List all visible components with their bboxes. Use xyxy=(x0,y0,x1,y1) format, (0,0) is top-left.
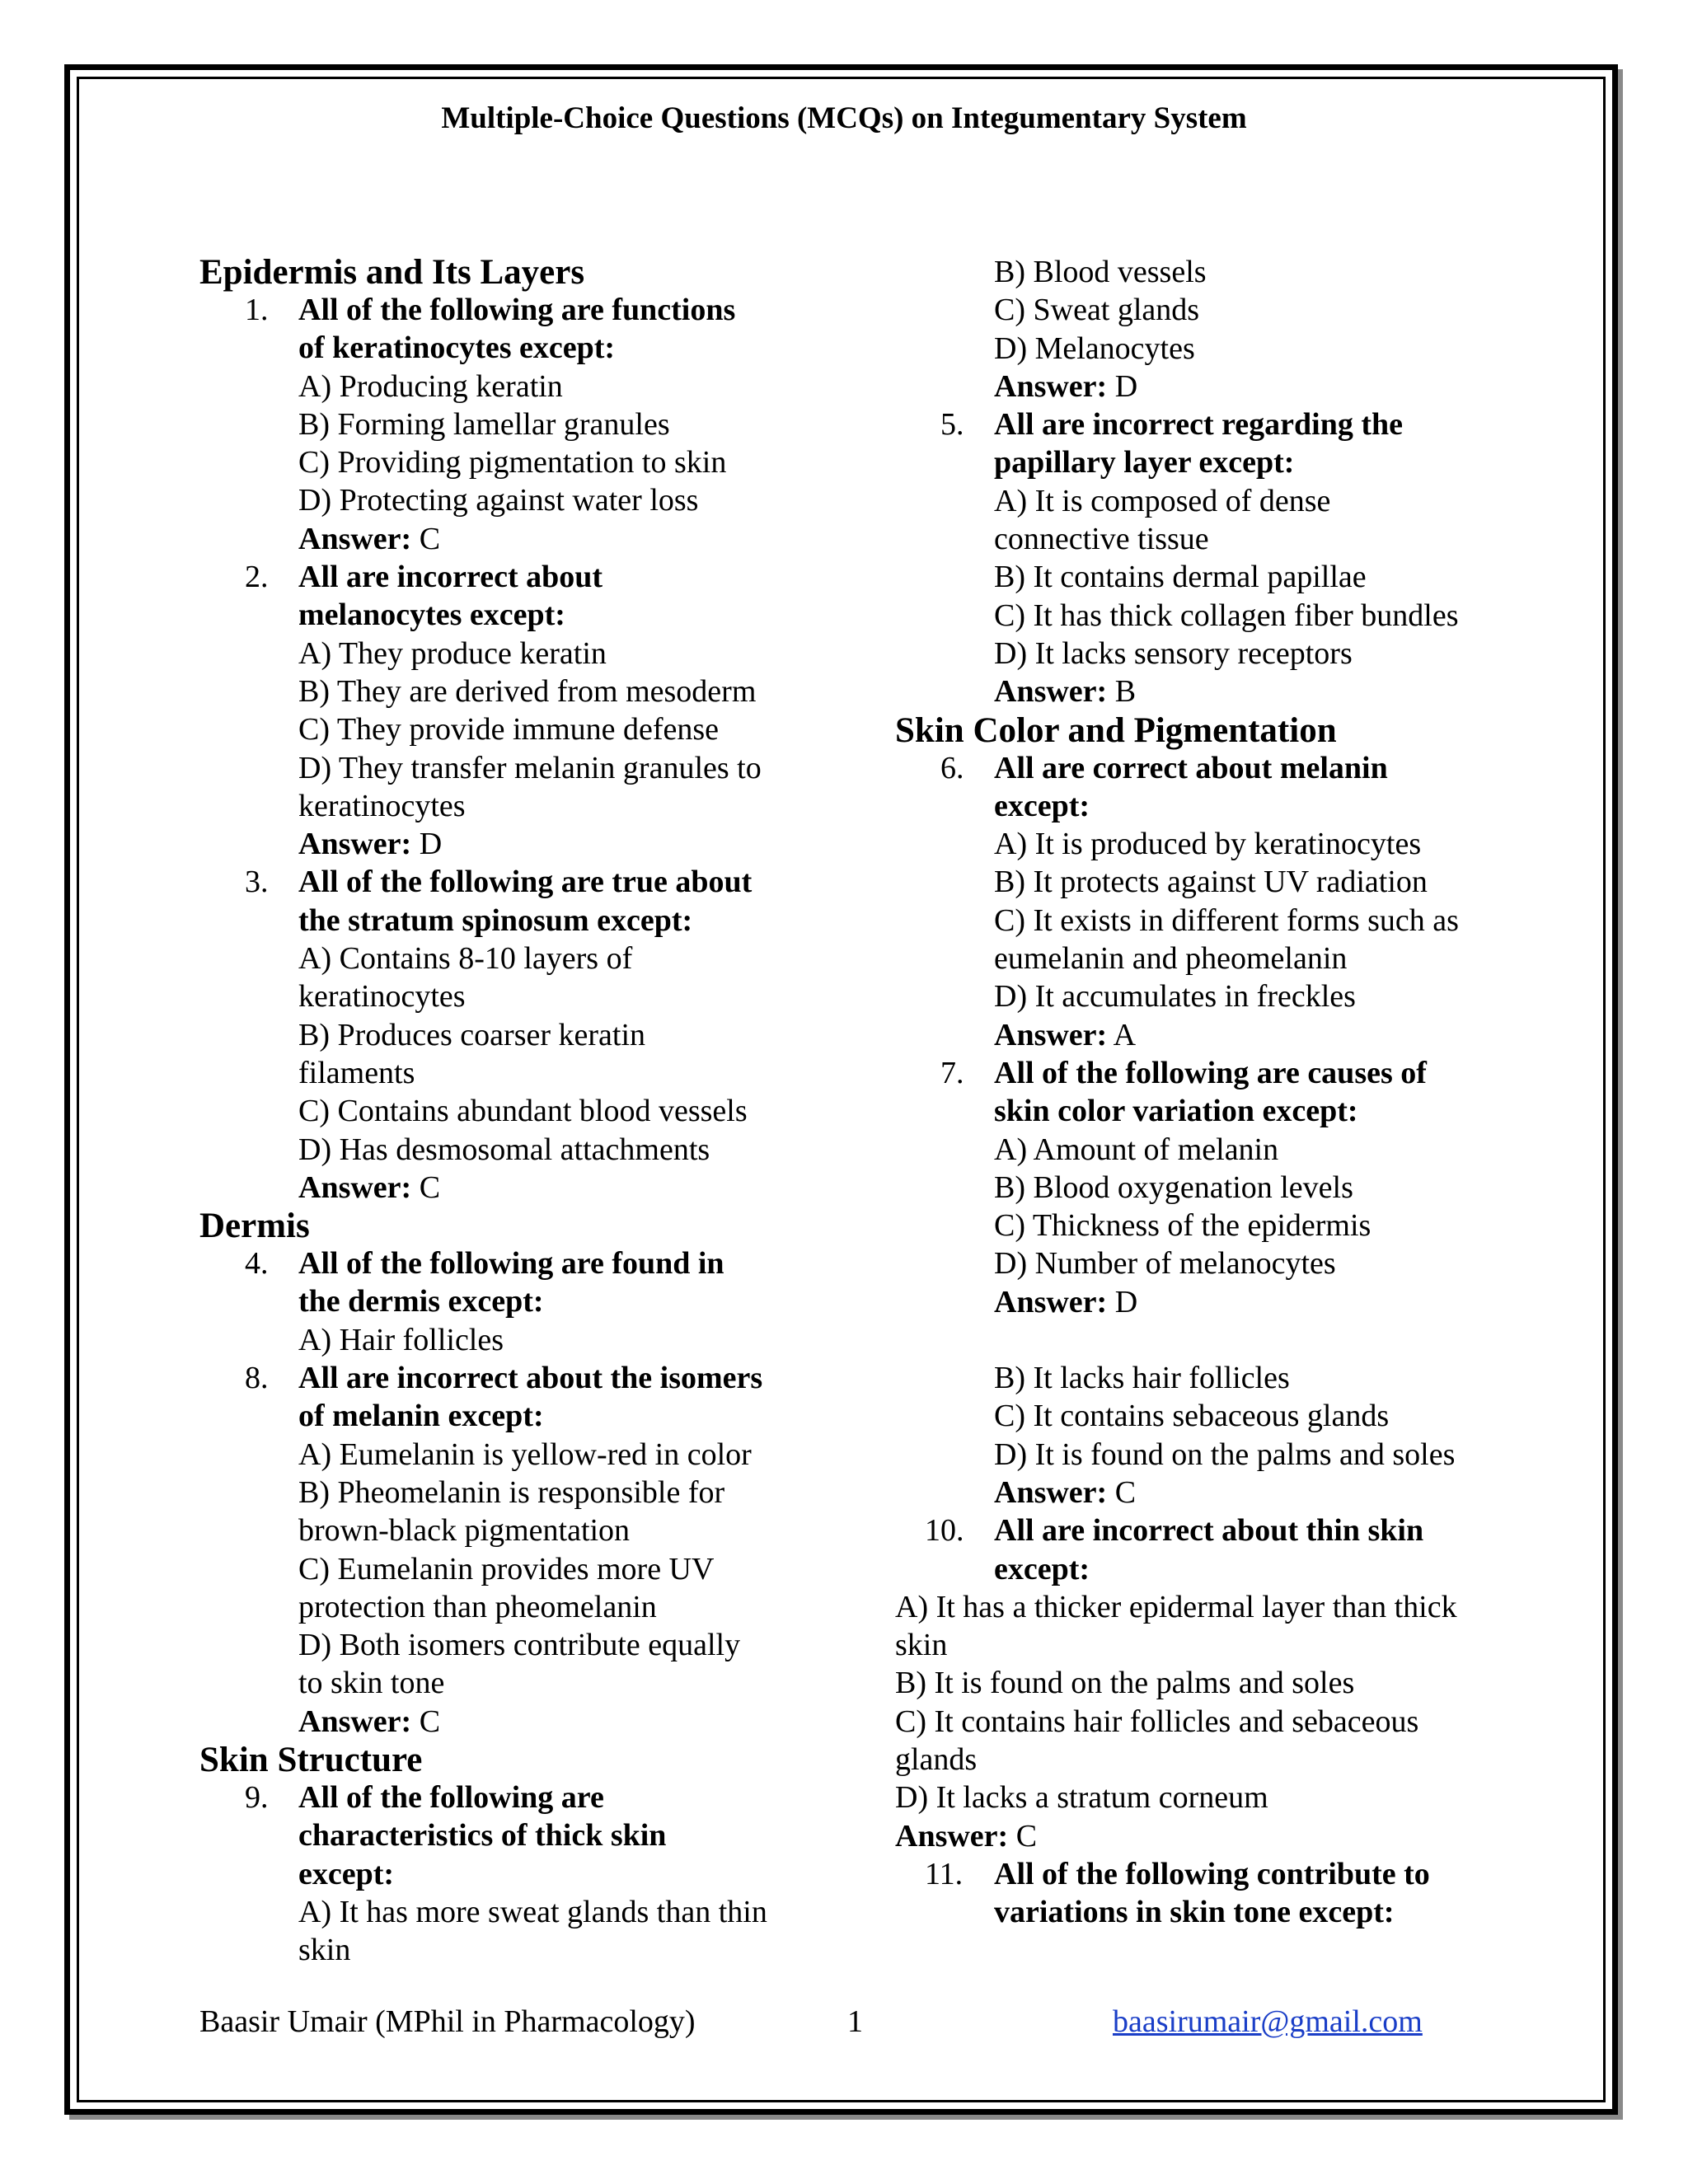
option: A) It is composed of dense xyxy=(994,483,1331,518)
answer-label: Answer: xyxy=(298,1169,412,1205)
section-heading-dermis: Dermis xyxy=(199,1207,310,1246)
question-6-stem xyxy=(895,749,1505,826)
left-column xyxy=(199,253,809,1969)
option: C) It contains sebaceous glands xyxy=(994,1399,1390,1434)
section-heading-skin-structure: Skin Structure xyxy=(199,1740,423,1779)
answer-line xyxy=(895,368,1505,405)
option: D) It lacks sensory receptors xyxy=(994,635,1353,671)
option: D) Both isomers contribute equally xyxy=(298,1628,741,1663)
answer-value: A xyxy=(1113,1017,1137,1052)
option: C) Thickness of the epidermis xyxy=(994,1208,1372,1244)
answer-label: Answer: xyxy=(994,368,1108,404)
option: B) It protects against UV radiation xyxy=(994,865,1428,900)
option: B) Blood oxygenation levels xyxy=(994,1169,1353,1205)
answer-label: Answer: xyxy=(994,1017,1108,1052)
option: D) They transfer melanin granules to xyxy=(298,750,762,785)
stem-line: All of the following are functions xyxy=(298,293,736,327)
option: filaments xyxy=(298,1055,415,1090)
question-number: 7. xyxy=(940,1055,964,1090)
option: C) Contains abundant blood vessels xyxy=(298,1094,748,1129)
question-4-stem xyxy=(199,1244,809,1321)
stem-line: All of the following contribute to xyxy=(994,1856,1430,1891)
stem-line: All are incorrect regarding the xyxy=(994,407,1403,443)
option: C) It exists in different forms such as xyxy=(994,902,1459,938)
question-10-stem xyxy=(895,1511,1505,1588)
stem-line: papillary layer except: xyxy=(994,445,1295,480)
stem-line: of keratinocytes except: xyxy=(298,330,616,366)
option: B) Blood vessels xyxy=(994,255,1207,289)
answer-label: Answer: xyxy=(298,1704,412,1739)
question-8-stem xyxy=(199,1359,809,1436)
option: C) They provide immune defense xyxy=(298,712,720,748)
option: B) Produces coarser keratin xyxy=(298,1017,646,1052)
option: skin xyxy=(298,1933,351,1968)
option: D) Protecting against water loss xyxy=(298,483,699,518)
stem-line: of melanin except: xyxy=(298,1399,544,1434)
stem-line: variations in skin tone except: xyxy=(994,1895,1395,1930)
option: eumelanin and pheomelanin xyxy=(994,941,1348,977)
question-number: 11. xyxy=(925,1856,964,1891)
question-3-stem xyxy=(199,863,809,940)
footer-author: Baasir Umair (MPhil in Pharmacology) xyxy=(199,2004,696,2039)
stem-line: All of the following are xyxy=(298,1779,604,1815)
stem-line: except: xyxy=(298,1856,395,1891)
stem-line: skin color variation except: xyxy=(994,1094,1358,1129)
answer-line xyxy=(199,825,809,863)
answer-line xyxy=(895,673,1505,710)
option: C) It contains hair follicles and sebaceous xyxy=(895,1704,1419,1739)
answer-label: Answer: xyxy=(298,827,412,862)
answer-value: C xyxy=(419,521,441,556)
question-number: 4. xyxy=(245,1246,269,1282)
answer-value: D xyxy=(1114,368,1138,404)
section-heading-skin-color: Skin Color and Pigmentation xyxy=(895,710,1337,750)
option: B) They are derived from mesoderm xyxy=(298,673,757,709)
option: A) Producing keratin xyxy=(298,368,563,404)
stem-line: All of the following are found in xyxy=(298,1246,724,1282)
option: A) It is produced by keratinocytes xyxy=(994,827,1422,862)
option: A) Amount of melanin xyxy=(994,1132,1279,1167)
option: D) It accumulates in freckles xyxy=(994,979,1356,1015)
answer-label: Answer: xyxy=(895,1818,1009,1854)
section-heading-epidermis: Epidermis and Its Layers xyxy=(199,253,585,292)
stem-line: All of the following are true about xyxy=(298,865,753,900)
stem-line: except: xyxy=(994,788,1090,823)
answer-label: Answer: xyxy=(994,674,1108,710)
question-11-stem xyxy=(895,1855,1505,1932)
stem-line: All of the following are causes of xyxy=(994,1055,1427,1090)
answer-line xyxy=(895,1283,1505,1321)
question-number: 1. xyxy=(245,293,269,327)
option: keratinocytes xyxy=(298,979,466,1015)
question-2-stem xyxy=(199,558,809,635)
page-title: Multiple-Choice Questions (MCQs) on Integumentary System xyxy=(441,101,1247,135)
question-number: 8. xyxy=(245,1361,269,1396)
answer-line xyxy=(895,1016,1505,1054)
question-number: 5. xyxy=(940,407,964,443)
question-1-stem xyxy=(199,291,809,368)
answer-value: C xyxy=(419,1704,441,1739)
question-number: 10. xyxy=(925,1513,964,1549)
option: A) Hair follicles xyxy=(298,1322,504,1357)
answer-value: C xyxy=(1015,1818,1038,1854)
option: D) It lacks a stratum corneum xyxy=(895,1780,1268,1816)
option: B) Pheomelanin is responsible for xyxy=(298,1474,725,1510)
question-number: 2. xyxy=(245,560,269,595)
option: to skin tone xyxy=(298,1666,445,1701)
answer-line xyxy=(895,1474,1505,1511)
answer-line xyxy=(199,1169,809,1207)
stem-line: melanocytes except: xyxy=(298,598,565,633)
option: connective tissue xyxy=(994,522,1209,557)
stem-line: All are incorrect about xyxy=(298,560,603,595)
option: A) It has a thicker epidermal layer than thick xyxy=(895,1589,1457,1624)
option: skin xyxy=(895,1628,948,1663)
option: D) It is found on the palms and soles xyxy=(994,1436,1456,1472)
option: C) Sweat glands xyxy=(994,293,1200,328)
stem-line: All are incorrect about thin skin xyxy=(994,1513,1424,1549)
option: keratinocytes xyxy=(298,788,466,823)
question-number: 3. xyxy=(245,865,269,900)
question-number: 9. xyxy=(245,1779,269,1815)
spacer xyxy=(895,1321,1505,1359)
option: B) It contains dermal papillae xyxy=(994,560,1367,595)
stem-line: the dermis except: xyxy=(298,1284,544,1319)
option: D) Has desmosomal attachments xyxy=(298,1132,710,1167)
option: B) It is found on the palms and soles xyxy=(895,1666,1355,1701)
option: A) Contains 8-10 layers of xyxy=(298,941,633,977)
answer-line xyxy=(199,1703,809,1741)
stem-line: All are correct about melanin xyxy=(994,750,1388,785)
option: D) Melanocytes xyxy=(994,330,1195,366)
answer-value: B xyxy=(1114,674,1137,710)
page-number: 1 xyxy=(847,2004,863,2039)
stem-line: except: xyxy=(994,1551,1090,1586)
option: B) Forming lamellar granules xyxy=(298,406,670,442)
option: C) Providing pigmentation to skin xyxy=(298,445,727,480)
answer-line xyxy=(199,520,809,558)
question-5-stem xyxy=(895,405,1505,482)
question-7-stem xyxy=(895,1054,1505,1131)
option: glands xyxy=(895,1741,978,1777)
right-column xyxy=(895,253,1505,1931)
option: brown-black pigmentation xyxy=(298,1513,631,1549)
stem-line: the stratum spinosum except: xyxy=(298,902,693,938)
question-number: 6. xyxy=(940,750,964,785)
answer-value: C xyxy=(1114,1474,1137,1510)
option: B) It lacks hair follicles xyxy=(994,1361,1290,1396)
option: protection than pheomelanin xyxy=(298,1589,657,1624)
question-9-stem xyxy=(199,1779,809,1893)
answer-label: Answer: xyxy=(994,1474,1108,1510)
option: C) It has thick collagen fiber bundles xyxy=(994,598,1459,633)
stem-line: characteristics of thick skin xyxy=(298,1818,667,1854)
answer-value: D xyxy=(1114,1284,1138,1319)
option: A) It has more sweat glands than thin xyxy=(298,1894,767,1929)
answer-value: D xyxy=(419,827,443,862)
answer-line xyxy=(895,1817,1505,1855)
stem-line: All are incorrect about the isomers xyxy=(298,1361,763,1396)
option: A) Eumelanin is yellow-red in color xyxy=(298,1436,752,1472)
answer-label: Answer: xyxy=(298,521,412,556)
option: D) Number of melanocytes xyxy=(994,1246,1336,1282)
option: A) They produce keratin xyxy=(298,635,607,671)
answer-label: Answer: xyxy=(994,1284,1108,1319)
answer-value: C xyxy=(419,1169,441,1205)
option: C) Eumelanin provides more UV xyxy=(298,1551,715,1586)
footer-email-link[interactable]: baasirumair@gmail.com xyxy=(1113,2004,1423,2039)
